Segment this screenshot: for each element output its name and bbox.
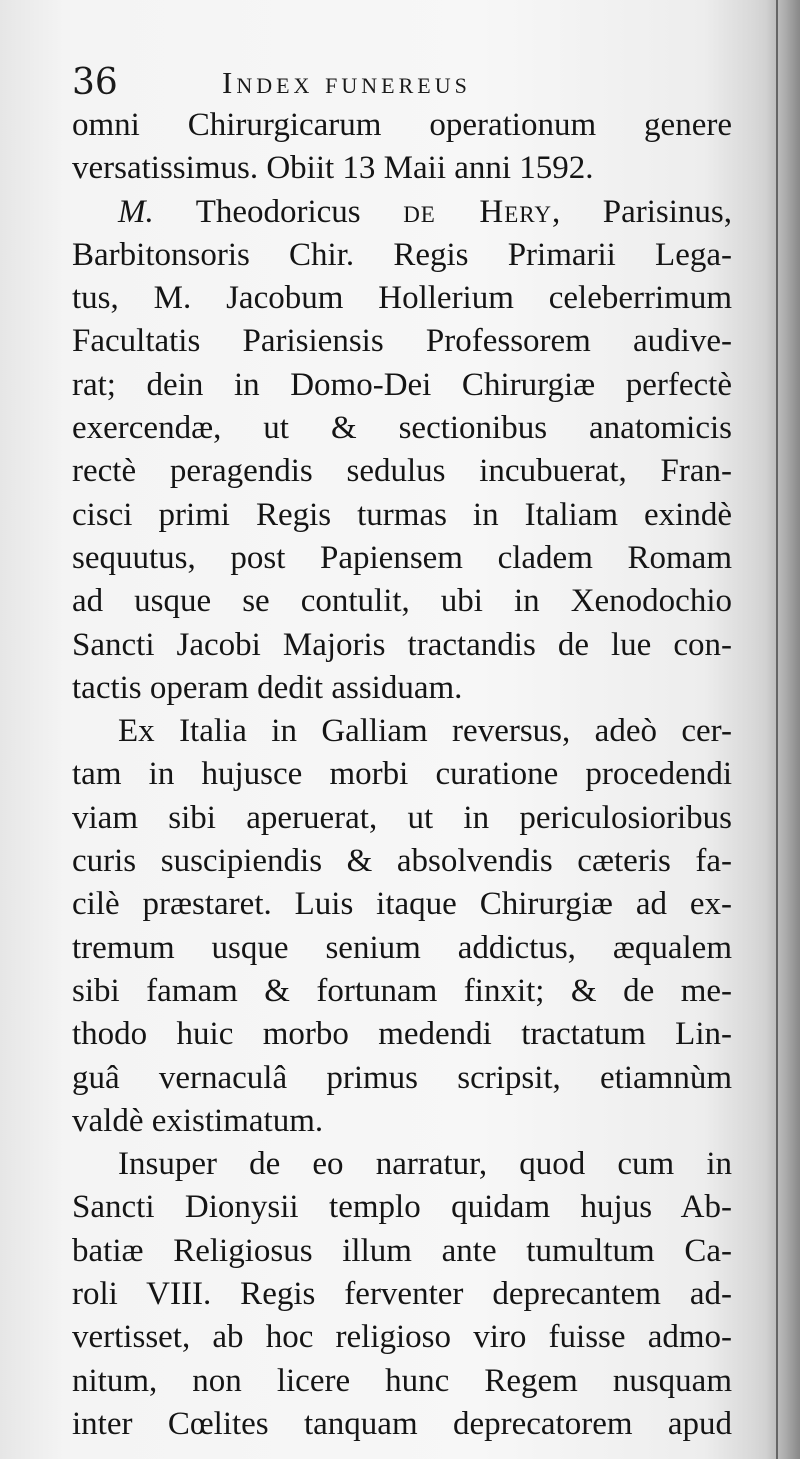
surname: de Hery [403, 193, 552, 230]
text-line [72, 191, 732, 234]
text-line: tam in hujusce morbi curatione procedendi [72, 756, 732, 793]
page-header [72, 60, 732, 106]
text-line: inter Cœlites tanquam deprecatorem apud [72, 1405, 732, 1442]
text-line: Sancti Jacobi Majoris tractandis de lue con- [72, 626, 732, 663]
text-line: viam sibi aperuerat, ut in periculosioribus [72, 799, 732, 836]
text-line: nitum, non licere hunc Regem nusquam [72, 1362, 732, 1399]
text-line: rat; dein in Domo-Dei Chirurgiæ perfectè [72, 366, 732, 403]
text-line: roli VIII. Regis ferventer deprecantem ad- [72, 1276, 732, 1313]
text-line: exercendæ, ut & sectionibus anatomicis [72, 410, 732, 447]
text-line: Facultatis Parisiensis Professorem audive- [72, 323, 732, 360]
running-title: Index funereus [222, 65, 471, 100]
gutter-line [776, 0, 778, 1459]
text-line: batiæ Religiosus illum ante tumultum Ca- [72, 1232, 732, 1269]
text-line: omni Chirurgicarum operationum genere [72, 107, 732, 143]
text-line: sequutus, post Papiensem cladem Romam [72, 539, 732, 576]
initial-letter: M. [118, 193, 154, 230]
text-line: versatissimus. Obiit 13 Maii anni 1592. [72, 150, 594, 187]
line-rest: , Parisinus, [551, 193, 732, 230]
text-line: Insuper de eo narratur, quod cum in [118, 1146, 732, 1183]
text-line: guâ vernaculâ primus scripsit, etiamnùm [72, 1059, 732, 1096]
text-body [72, 104, 732, 1446]
text-line: cisci primi Regis turmas in Italiam exindè [72, 496, 732, 533]
text-line: cilè præstaret. Luis itaque Chirurgiæ ad ex- [72, 886, 732, 923]
page-number: 36 [72, 62, 118, 103]
text-line: Barbitonsoris Chir. Regis Primarii Lega- [72, 236, 732, 273]
text-line: vertisset, ab hoc religioso viro fuisse admo- [72, 1319, 732, 1356]
text-line: valdè existimatum. [72, 1102, 324, 1139]
text-line: ad usque se contulit, ubi in Xenodochio [72, 583, 732, 620]
gutter-shadow [766, 0, 800, 1459]
text-line: rectè peragendis sedulus incubuerat, Fran- [72, 453, 732, 490]
text-line: Ex Italia in Galliam reversus, adeò cer- [118, 713, 732, 750]
text-line: tactis operam dedit assiduam. [72, 669, 463, 706]
text-line: tremum usque senium addictus, æqualem [72, 929, 732, 966]
text-line: sibi famam & fortunam finxit; & de me- [72, 972, 732, 1009]
text-line: thodo huic morbo medendi tractatum Lin- [72, 1016, 732, 1053]
given-name: Theodoricus [153, 193, 404, 230]
text-line: Sancti Dionysii templo quidam hujus Ab- [72, 1189, 732, 1226]
text-line: tus, M. Jacobum Hollerium celeberrimum [72, 280, 732, 317]
text-line: curis suscipiendis & absolvendis cæteris fa- [72, 843, 732, 880]
